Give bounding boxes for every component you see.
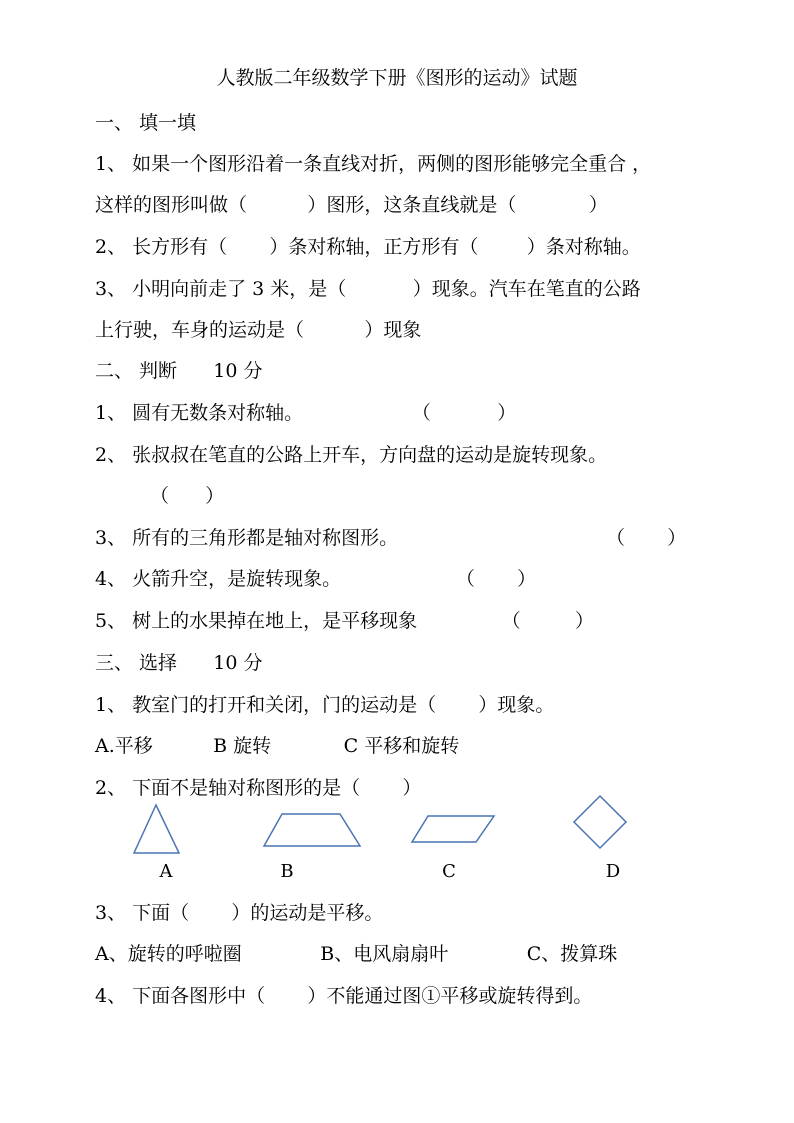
fill-question-1-line-2: 这样的图形叫做（ ）图形，这条直线就是（ ） <box>95 194 608 216</box>
judge-question-1: 1、 圆有无数条对称轴。 （ ） <box>95 402 517 424</box>
trapezoid-shape-icon <box>262 812 362 848</box>
fill-question-3-line-1: 3、 小明向前走了 3 米，是（ ）现象。汽车在笔直的公路 <box>95 278 641 300</box>
judge-question-3-answer-paren: （ ） <box>606 527 687 549</box>
choice-question-2: 2、 下面不是轴对称图形的是（ ） <box>95 777 422 799</box>
page-title: 人教版二年级数学下册《图形的运动》试题 <box>216 67 578 89</box>
triangle-shape-icon <box>132 803 182 855</box>
choice-question-1: 1、 教室门的打开和关闭，门的运动是（ ）现象。 <box>95 694 555 716</box>
judge-question-2-line-1: 2、 张叔叔在笔直的公路上开车，方向盘的运动是旋转现象。 <box>95 444 608 466</box>
fill-question-1-line-1: 1、 如果一个图形沿着一条直线对折，两侧的图形能够完全重合 ， <box>95 153 652 175</box>
judge-question-4: 4、 火箭升空，是旋转现象。 （ ） <box>95 568 537 590</box>
fill-question-3-line-2: 上行驶，车身的运动是（ ）现象 <box>95 319 422 341</box>
shape-label-d: D <box>605 861 621 882</box>
judge-question-5: 5、 树上的水果掉在地上，是平移现象 （ ） <box>95 610 595 632</box>
section-heading-multiple-choice: 三、 选择 10 分 <box>95 652 263 674</box>
parallelogram-shape-icon <box>410 814 496 844</box>
diamond-shape-icon <box>572 794 628 850</box>
judge-question-2-answer-paren: （ ） <box>150 485 225 507</box>
shape-label-b: B <box>280 861 294 882</box>
judge-question-3: 3、 所有的三角形都是轴对称图形。 <box>95 527 399 549</box>
choice-question-3: 3、 下面（ ）的运动是平移。 <box>95 902 384 924</box>
choice-question-3-options: A、旋转的呼啦圈 B、电风扇扇叶 C、拨算珠 <box>95 943 618 965</box>
shape-label-c: C <box>442 861 456 882</box>
choice-question-1-options: A.平移 B 旋转 C 平移和旋转 <box>95 735 460 757</box>
section-heading-true-false: 二、 判断 10 分 <box>95 360 263 382</box>
section-heading-fill-in: 一、 填一填 <box>95 112 197 134</box>
shape-label-a: A <box>159 861 173 882</box>
fill-question-2: 2、 长方形有（ ）条对称轴，正方形有（ ）条对称轴。 <box>95 236 641 258</box>
choice-question-4: 4、 下面各图形中（ ）不能通过图①平移或旋转得到。 <box>95 985 593 1007</box>
